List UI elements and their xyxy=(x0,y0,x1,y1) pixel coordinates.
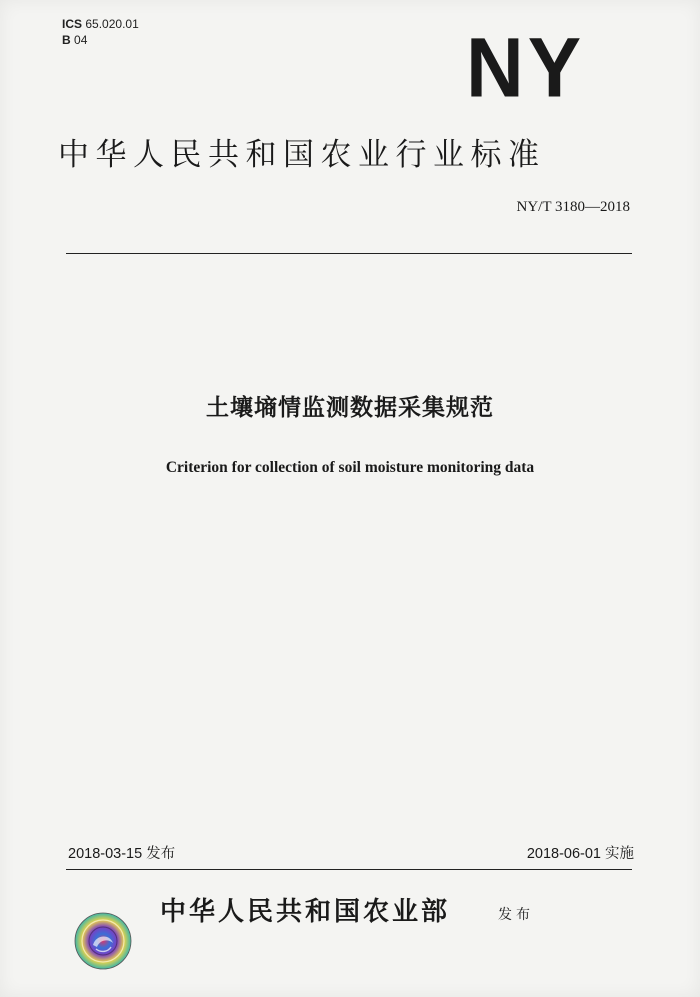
standard-number: NY/T 3180—2018 xyxy=(516,199,630,215)
issue-date xyxy=(68,845,175,863)
bottom-divider xyxy=(66,869,632,870)
seal-graphic xyxy=(74,912,132,970)
implementation-date xyxy=(527,845,634,863)
ics-code: 65.020.01 xyxy=(85,17,139,31)
implementation-date-suffix: 实施 xyxy=(605,846,634,862)
ics-line xyxy=(62,16,139,32)
publisher-name: 中华人民共和国农业部 xyxy=(160,897,451,927)
publisher-action: 发布 xyxy=(498,907,534,923)
ics-label: ICS xyxy=(62,17,83,31)
authority-title: 中华人民共和国农业行业标准 xyxy=(58,137,546,173)
top-divider xyxy=(66,253,632,254)
document-title-chinese: 土壤墒情监测数据采集规范 xyxy=(206,395,494,421)
class-label: B xyxy=(62,33,71,47)
implementation-date-value: 2018-06-01 xyxy=(526,846,601,862)
document-title-english: Criterion for collection of soil moisture monitoring data xyxy=(165,459,535,476)
class-code: 04 xyxy=(74,33,88,47)
issue-date-suffix: 发布 xyxy=(146,846,176,862)
holographic-seal-icon xyxy=(74,912,132,970)
class-line xyxy=(62,32,139,48)
ics-classification xyxy=(62,16,139,48)
ny-logo: NY xyxy=(466,20,586,115)
issue-date-value: 2018-03-15 xyxy=(68,846,143,862)
